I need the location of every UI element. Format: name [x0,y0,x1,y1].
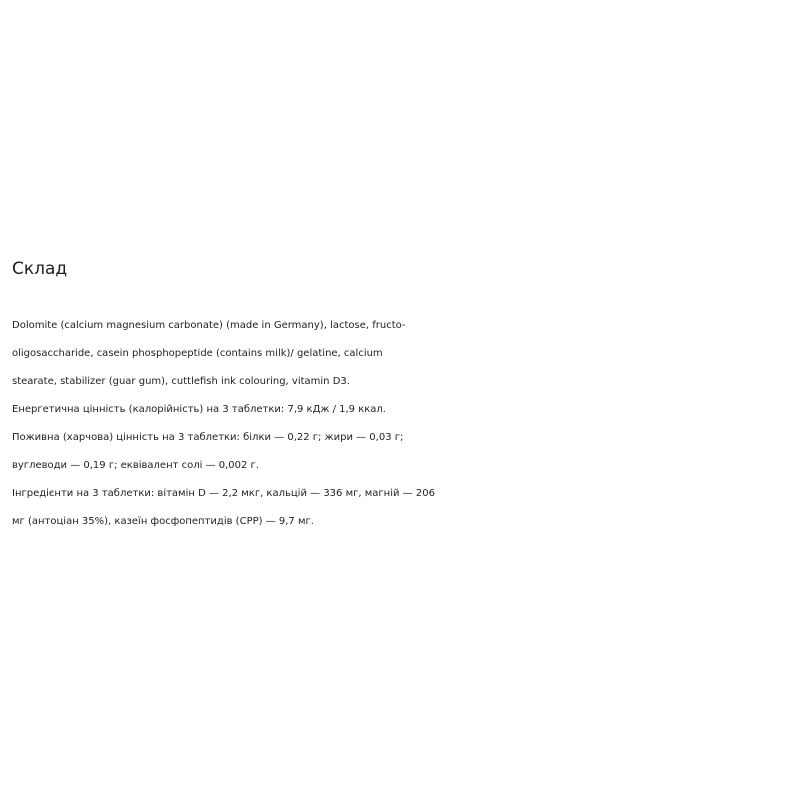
text-line: Dolomite (calcium magnesium carbonate) (made in Germany), lactose, fructo- [12,320,406,331]
composition-text [12,312,798,536]
text-line: Енергетична цінність (калорійність) на 3 таблетки: 7,9 кДж / 1,9 ккал. [12,404,386,415]
text-line: вуглеводи — 0,19 г; еквівалент солі — 0,002 г. [12,460,259,471]
text-line: Інгредієнти на 3 таблетки: вітамін D — 2,2 мкг, кальцій — 336 мг, магній — 206 [12,488,435,499]
text-line: oligosaccharide, casein phosphopeptide (contains milk)/ gelatine, calcium [12,348,383,359]
text-line: stearate, stabilizer (guar gum), cuttlefish ink colouring, vitamin D3. [12,376,350,387]
section-heading: Склад [12,259,68,279]
text-line: мг (антоціан 35%), казеїн фосфопептидів (CPP) — 9,7 мг. [12,516,314,527]
composition-section [12,254,798,536]
text-line: Поживна (харчова) цінність на 3 таблетки: білки — 0,22 г; жири — 0,03 г; [12,432,404,443]
